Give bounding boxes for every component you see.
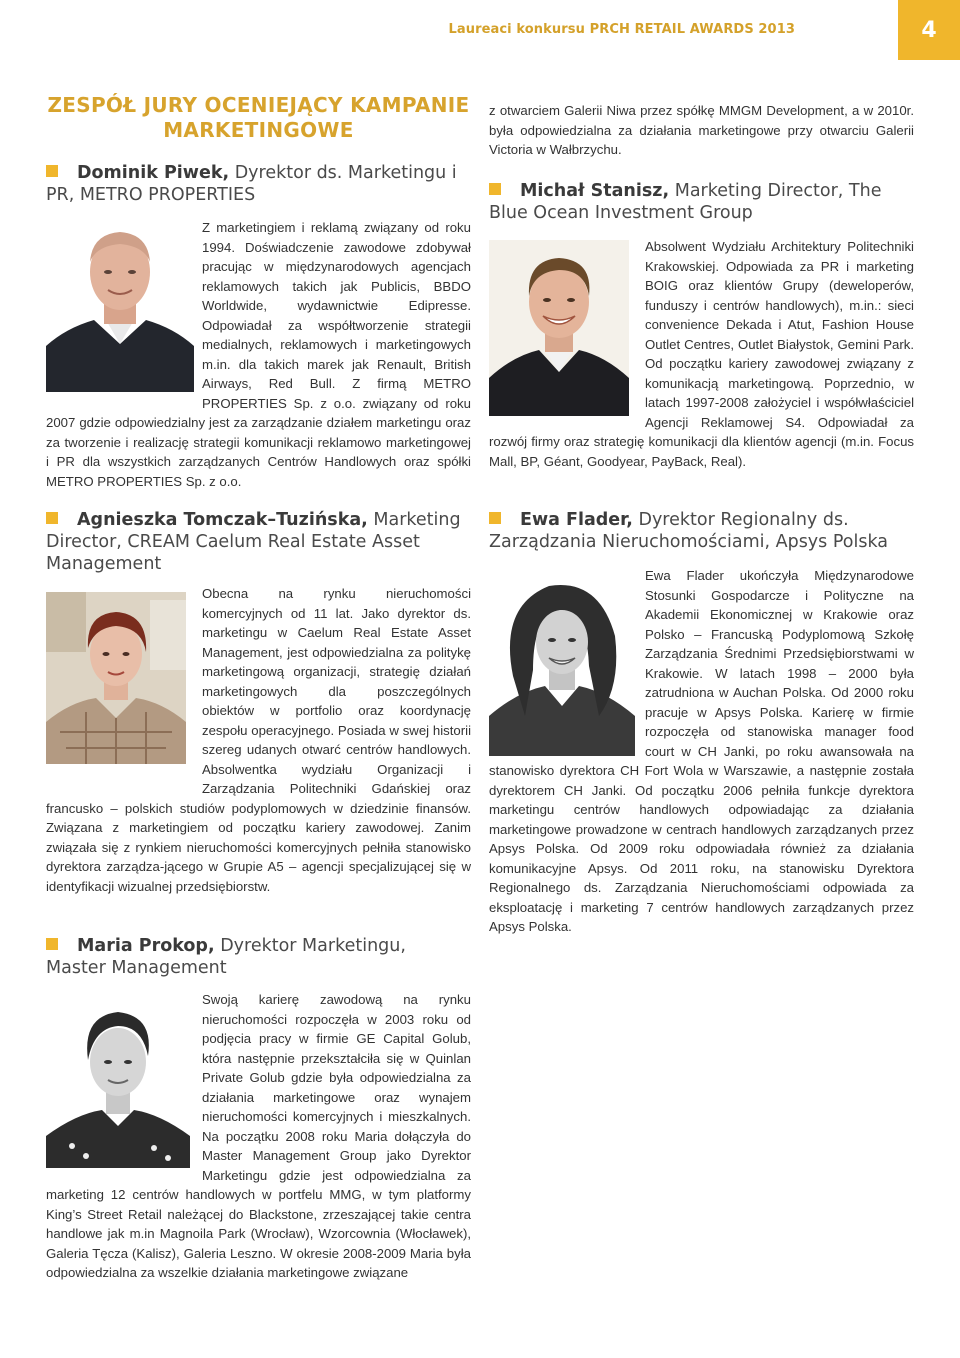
- juror-heading-prokop: [46, 935, 471, 979]
- photo-wrap-spacer: [489, 566, 645, 761]
- page-number: 4: [898, 0, 960, 60]
- juror-role: Marketing Director, CREAM Caelum Real Estate Asset Management: [46, 510, 461, 574]
- section-title: ZESPÓŁ JURY OCENIEJĄCY KAMPANIE MARKETINGOWE: [47, 93, 470, 142]
- photo-wrap-spacer: [46, 218, 202, 394]
- juror-name: Maria Prokop,: [77, 936, 215, 956]
- juror-bio-prokop-continued: [489, 101, 914, 160]
- juror-name: Ewa Flader,: [520, 510, 633, 530]
- bullet-icon: [489, 183, 501, 195]
- juror-bio-piwek: [46, 218, 471, 491]
- juror-role: Marketing Director, The Blue Ocean Investment Group: [489, 181, 882, 223]
- bullet-icon: [46, 512, 58, 524]
- juror-heading-piwek: [46, 162, 471, 206]
- juror-name: Dominik Piwek,: [77, 163, 230, 183]
- bio-text: Ewa Flader ukończyła Międzynarodowe Stosunki Gospodarcze i Polityczne na Akademii Ekonomicznej w Krakowie oraz Polsko – Francuską Podyplomową Szkołę Zarządzania Średnimi Przedsiębiorstwami w Krakowie. W latach 1998 – 2000 była zatrudniona w Auchan Polska. Od 2000 roku pracuje w Apsys Polska. Karierę w firmie rozpoczęła od stanowiska manager food court w CH Janki, po roku awansowała na stanowisko dyrektora CH Fort Wola w Warszawie, a następnie została dyrektorem CH Janki. Od początku 2006 pełniła funkcje dyrektora marketingu centrów handlowych odpowiadając za działania marketingowe prowadzone w centrach handlowych zarządzanych przez Apsys Polska. Od 2009 roku odpowiadała również za działania komunikacyjne Apsys. Od 2011 roku, na stanowisku Dyrektora Regionalnego ds. Zarządzania Nieruchomościami odpowiada za eksploatację i marketing 7 centrów handlowych zarządzanych przez Apsys Polska.: [489, 568, 914, 934]
- juror-heading-tomczak: [46, 509, 471, 575]
- juror-bio-tomczak: [46, 584, 471, 896]
- bio-text: Obecna na rynku nieruchomości komercyjnych od 11 lat. Jako dyrektor ds. marketingu w Caelum Real Estate Asset Management, jest odpowiedzialna za politykę marketingową organizacji, strategię działań marketingowych dla poszczególnych obiektów w portfolio oraz koordynację zespołu operacyjnego. Posiada w swej historii szereg udanych otwarć centrów handlowych. Absolwentka wydziału Organizacji i Zarządzania Politechniki Gdańskiej oraz francusko – polskich studiów podyplomowych w dziedzinie finansów. Związana z marketingiem od początku kariery zawodowej. Zanim związała się z rynkiem nieruchomości komercyjnych pełniła stanowisko dyrektora zarządza-jącego w Grupie A5 – agencji specjalizującej się w identyfikacji wizualnej przedsiębiorstw.: [46, 586, 471, 894]
- juror-bio-stanisz: [489, 237, 914, 471]
- bio-text: Z marketingiem i reklamą związany od roku 1994. Doświadczenie zawodowe zdobywał pracując w międzynarodowych agencjach reklamowych takich jak Publicis, BBDO Worldwide, wydawnictwie Edipresse. Odpowiadał za współtworzenie strategii medialnych, reklamowych i marketingowych m.in. dla takich marek jak Renault, British Airways, Red Bull. Z firmą METRO PROPERTIES Sp. z o.o. związany od roku 2007 gdzie odpowiedzialny jest za zarządzanie działem marketingu oraz za tworzenie i realizację strategii komunikacji reklamowo marketingowej i PR dla wszystkich zarządzanych Centrów Handlowych oraz spółki METRO PROPERTIES Sp. z o.o.: [46, 220, 471, 489]
- bio-text: Swoją karierę zawodową na rynku nieruchomości rozpoczęła w 2003 roku od podjęcia pracy w firmie GE Capital Golub, która następnie przekształciła się w Quinlan Private Golub gdzie była odpowiedzialna za działania marketingowe oraz wynajem nieruchomości komercyjnych i mieszkalnych. Na początku 2008 roku Maria dołączyła do Master Management Group jako Dyrektor Marketingu gdzie jest odpowiedzialna za marketing 12 centrów handlowych w portfelu MMG, w tym platformy King’s Street Retail należącej do Blackstone, zrzeszającej takie centra handlowe jak m.in Magnoila Park (Wrocław), Wzorcownia (Włocławek), Galeria Tęcza (Kalisz), Galeria Leszno. W okresie 2008-2009 Maria była odpowiedzialna za wszelkie działania marketingowe związane: [46, 992, 471, 1280]
- juror-heading-stanisz: [489, 180, 914, 224]
- bio-text: Absolwent Wydziału Architektury Politechniki Krakowskiej. Odpowiada za PR i marketing BOIG oraz klientów Grupy (deweloperów, funduszy i centrów handlowych), m.in.: sieci convenience Dekada i Atut, Fashion House Outlet Centres, Outlet Białystok, Gemini Park. Od początku kariery zawodowej związany z komunikacją marketingową. Poprzednio, w latach 1997-2008 założyciel i współwłaściciel Agencji Reklamowej S4. Odpowiadał za rozwój firmy oraz strategię komunikacji dla klientów agencji (m.in. Focus Mall, BP, Géant, Goodyear, PayBack, Real).: [489, 239, 914, 469]
- photo-wrap-spacer: [46, 990, 202, 1166]
- juror-name: Michał Stanisz,: [520, 181, 670, 201]
- juror-heading-flader: [489, 509, 914, 553]
- juror-role: Dyrektor ds. Marketingu i PR, METRO PROPERTIES: [46, 163, 457, 205]
- photo-wrap-spacer: [489, 237, 645, 413]
- bullet-icon: [46, 938, 58, 950]
- juror-bio-flader: [489, 566, 914, 937]
- bullet-icon: [489, 512, 501, 524]
- juror-role: Dyrektor Regionalny ds. Zarządzania Nieruchomościami, Apsys Polska: [489, 510, 889, 552]
- juror-role: Dyrektor Marketingu, Master Management: [46, 936, 406, 978]
- juror-bio-prokop: [46, 990, 471, 1283]
- photo-wrap-spacer: [46, 584, 202, 780]
- page-header: [0, 0, 960, 60]
- juror-name: Agnieszka Tomczak–Tuzińska,: [77, 510, 368, 530]
- bullet-icon: [46, 165, 58, 177]
- bio-text: z otwarciem Galerii Niwa przez spółkę MMGM Development, a w 2010r. była odpowiedzialna za działania marketingowe przy otwarciu Galerii Victoria w Wałbrzychu.: [489, 103, 914, 157]
- header-title: Laureaci konkursu PRCH RETAIL AWARDS 2013: [448, 22, 795, 37]
